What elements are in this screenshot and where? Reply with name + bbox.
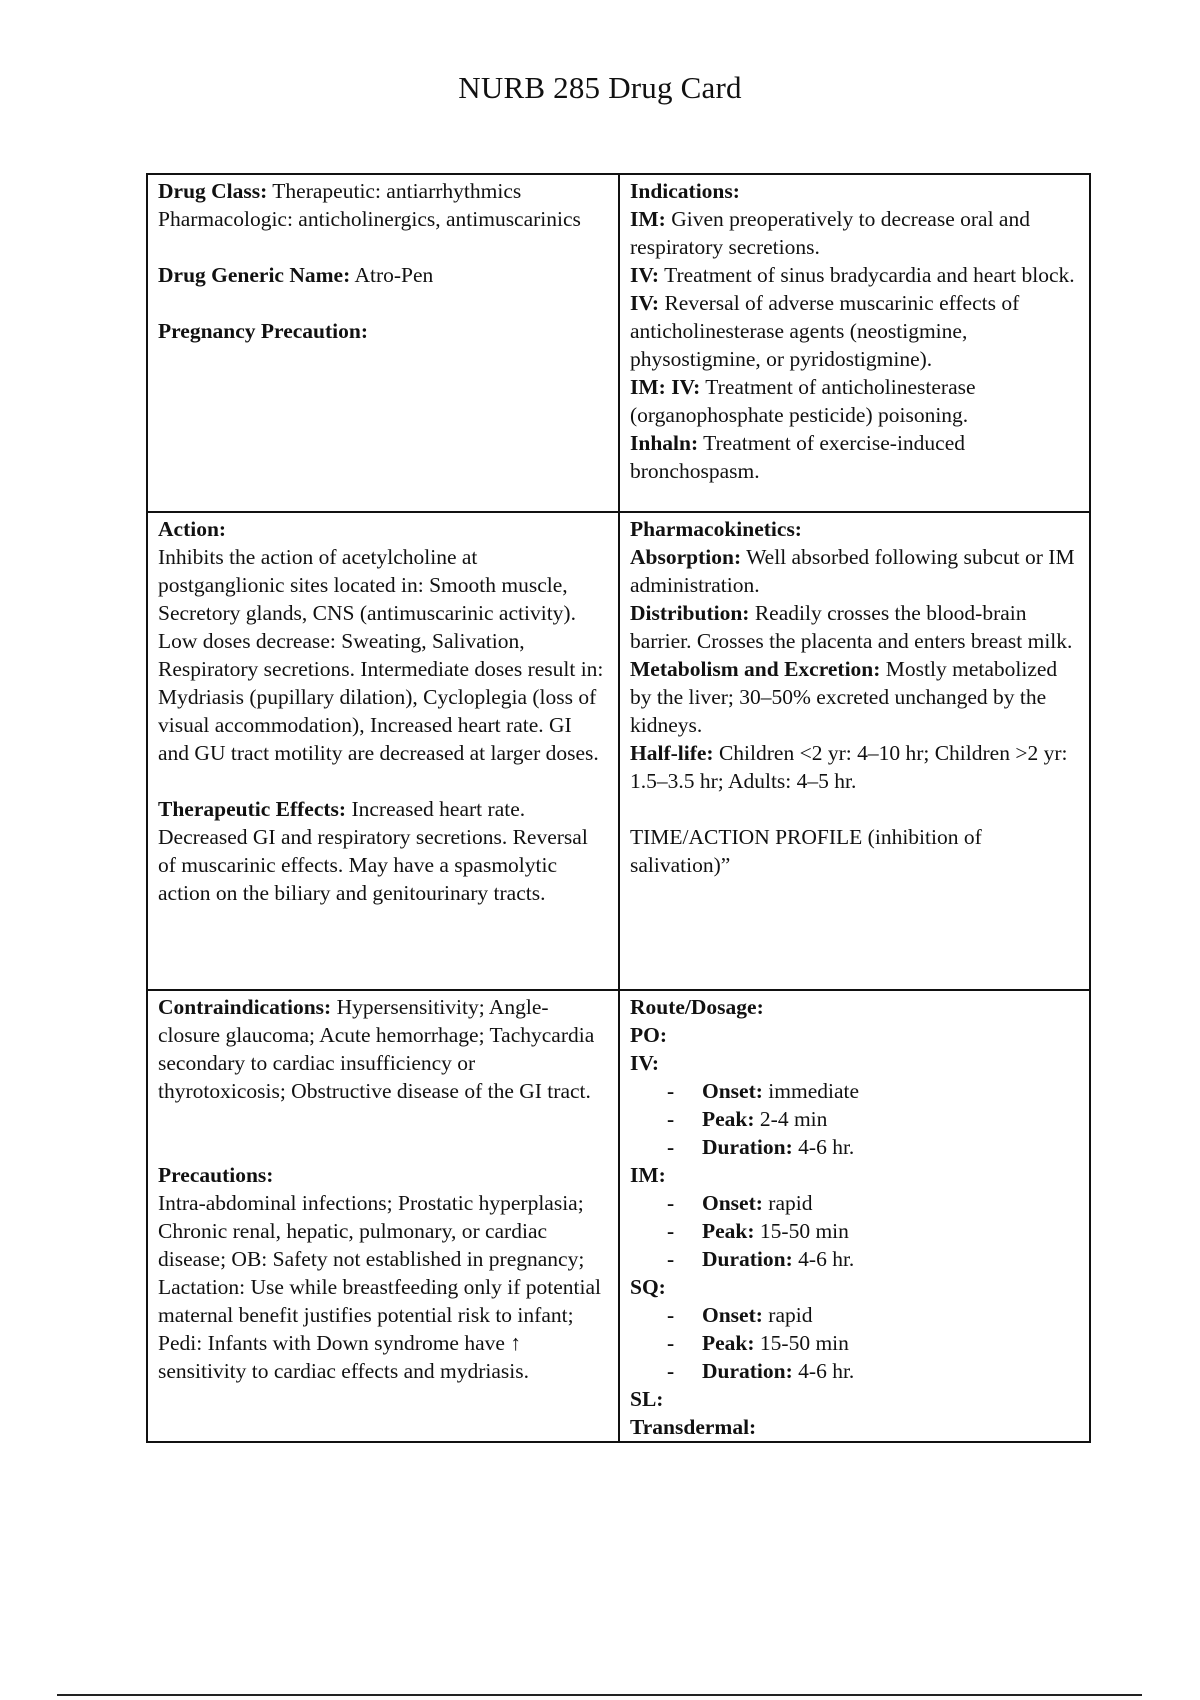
contraindications-label: Contraindications: (158, 995, 332, 1019)
route-transdermal: Transdermal: (630, 1415, 757, 1439)
time-action-profile: TIME/ACTION PROFILE (inhibition of salivation)” (630, 825, 982, 877)
list-item: - Onset: immediate (630, 1077, 1079, 1105)
list-item: - Onset: rapid (630, 1301, 1079, 1329)
page-title: NURB 285 Drug Card (458, 70, 742, 105)
contraindications-cell (147, 990, 619, 1442)
footer-divider (57, 1694, 1142, 1696)
indication-item: IM: Given preoperatively to decrease oral and respiratory secretions. (630, 207, 1030, 259)
pk-item: Distribution: Readily crosses the blood-brain barrier. Crosses the placenta and enters breast milk. (630, 601, 1073, 653)
indication-item: IV: Reversal of adverse muscarinic effects of anticholinesterase agents (neostigmine, physostigmine, or pyridostigmine). (630, 291, 1020, 371)
indication-item: IV: Treatment of sinus bradycardia and heart block. (630, 263, 1075, 287)
list-item: - Peak: 15-50 min (630, 1329, 1079, 1357)
therapeutic-effects-label: Therapeutic Effects: (158, 797, 347, 821)
list-item: - Duration: 4-6 hr. (630, 1133, 1079, 1161)
drug-card-table (146, 173, 1091, 1443)
precautions-text: Intra-abdominal infections; Prostatic hyperplasia; Chronic renal, hepatic, pulmonary, or cardiac disease; OB: Safety not established in pregnancy; Lactation: Use while breastfeeding only if potential maternal benefit justifies potential risk to infant; Pedi: Infants with Down syndrome have ↑ sensitivity to cardiac effects and mydriasis. (158, 1191, 601, 1383)
indication-item: Inhaln: Treatment of exercise-induced bronchospasm. (630, 431, 966, 483)
drug-info-cell (147, 174, 619, 512)
indications-heading: Indications: (630, 179, 740, 203)
route-sl: SL: (630, 1387, 664, 1411)
list-item: - Peak: 15-50 min (630, 1217, 1079, 1245)
route-dosage-heading: Route/Dosage: (630, 995, 764, 1019)
im-dose-list (630, 1189, 1079, 1273)
list-item: - Onset: rapid (630, 1189, 1079, 1217)
sq-dose-list (630, 1301, 1079, 1385)
pk-item: Metabolism and Excretion: Mostly metabolized by the liver; 30–50% excreted unchanged by the kidneys. (630, 657, 1058, 737)
indication-item: IM: IV: Treatment of anticholinesterase (organophosphate pesticide) poisoning. (630, 375, 976, 427)
generic-name-value: Atro-Pen (354, 263, 434, 287)
pharmacokinetics-heading: Pharmacokinetics: (630, 517, 802, 541)
route-sq: SQ: (630, 1275, 666, 1299)
action-cell (147, 512, 619, 990)
generic-name-label: Drug Generic Name: (158, 263, 351, 287)
drug-class-label: Drug Class: (158, 179, 268, 203)
pk-item: Half-life: Children <2 yr: 4–10 hr; Children >2 yr: 1.5–3.5 hr; Adults: 4–5 hr. (630, 741, 1068, 793)
list-item: - Peak: 2-4 min (630, 1105, 1079, 1133)
drug-class-value: Therapeutic: antiarrhythmics (272, 179, 522, 203)
pregnancy-precaution-label: Pregnancy Precaution: (158, 319, 368, 343)
precautions-heading: Precautions: (158, 1163, 274, 1187)
therapeutic-effects-text: Increased heart rate. Decreased GI and respiratory secretions. Reversal of muscarinic effects. May have a spasmolytic action on the biliary and genitourinary tracts. (158, 797, 588, 905)
pk-item: Absorption: Well absorbed following subcut or IM administration. (630, 545, 1075, 597)
action-heading: Action: (158, 517, 227, 541)
pharmacokinetics-cell (619, 512, 1090, 990)
action-text: Inhibits the action of acetylcholine at postganglionic sites located in: Smooth muscle, Secretory glands, CNS (antimuscarinic activity). Low doses decrease: Sweating, Salivation, Respiratory secretions. Intermediate doses result in: Mydriasis (pupillary dilation), Cycloplegia (loss of visual accommodation), Increased heart rate. GI and GU tract motility are decreased at larger doses. (158, 545, 604, 765)
route-po: PO: (630, 1023, 668, 1047)
pharmacologic-class: Pharmacologic: anticholinergics, antimuscarinics (158, 207, 581, 231)
route-dosage-cell (619, 990, 1090, 1442)
list-item: - Duration: 4-6 hr. (630, 1245, 1079, 1273)
route-im: IM: (630, 1163, 666, 1187)
contraindications-text: Hypersensitivity; Angle-closure glaucoma; Acute hemorrhage; Tachycardia secondary to cardiac insufficiency or thyrotoxicosis; Obstructive disease of the GI tract. (158, 995, 595, 1103)
iv-dose-list (630, 1077, 1079, 1161)
route-iv: IV: (630, 1051, 660, 1075)
list-item: - Duration: 4-6 hr. (630, 1357, 1079, 1385)
indications-cell (619, 174, 1090, 512)
